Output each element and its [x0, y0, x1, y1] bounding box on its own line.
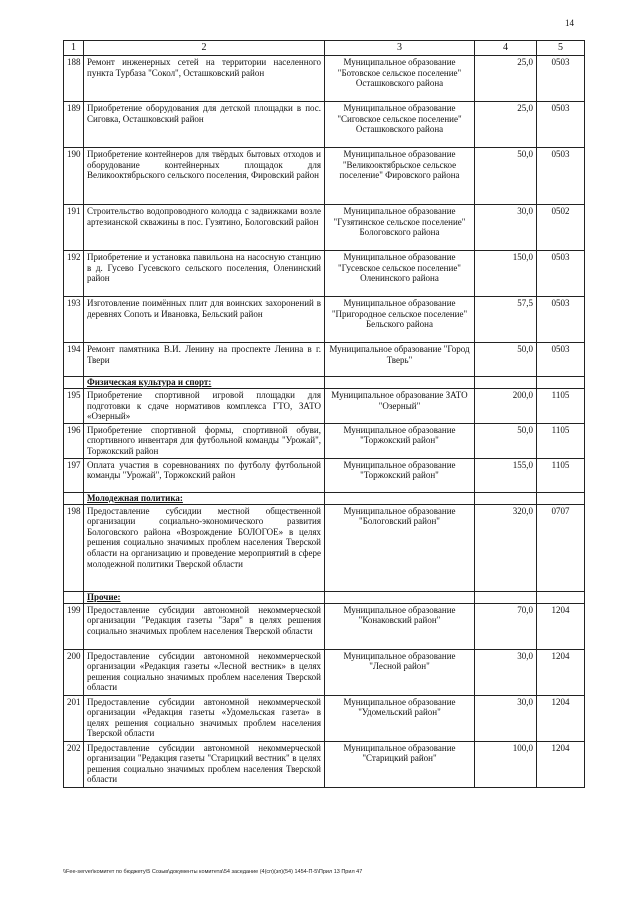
row-description: Предоставление субсидии автономной некоммерческой организации «Редакция газеты «Лесной вестник» в целях решения социально значимых проблем населения Тверской области	[84, 649, 325, 695]
row-organization: Муниципальное образование "Город Тверь"	[325, 343, 475, 377]
table-row	[64, 297, 585, 343]
row-code: 0503	[537, 251, 585, 297]
row-number: 201	[64, 695, 84, 741]
row-code: 0503	[537, 56, 585, 102]
section-empty-cell	[64, 492, 84, 504]
section-empty-cell	[325, 492, 475, 504]
table-row	[64, 458, 585, 492]
row-organization: Муниципальное образование "Ботовское сельское поселение" Осташковского района	[325, 56, 475, 102]
row-organization: Муниципальное образование "Гузятинское сельское поселение" Бологовского района	[325, 205, 475, 251]
section-empty-cell	[64, 377, 84, 389]
table-row	[64, 56, 585, 102]
row-organization: Муниципальное образование "Удомельский район"	[325, 695, 475, 741]
section-row	[64, 492, 585, 504]
row-amount: 70,0	[475, 603, 537, 649]
row-number: 188	[64, 56, 84, 102]
row-organization: Муниципальное образование "Конаковский район"	[325, 603, 475, 649]
header-cell: 4	[475, 41, 537, 56]
row-amount: 30,0	[475, 205, 537, 251]
row-amount: 25,0	[475, 56, 537, 102]
row-code: 1204	[537, 741, 585, 787]
table-row	[64, 102, 585, 148]
section-empty-cell	[537, 591, 585, 603]
row-code: 0503	[537, 102, 585, 148]
table-row	[64, 389, 585, 424]
row-amount: 155,0	[475, 458, 537, 492]
row-description: Предоставление субсидии автономной некоммерческой организации «Редакция газеты «Удомельская газета» в целях решения социально значимых проблем населения Тверской области	[84, 695, 325, 741]
row-description: Предоставление субсидии автономной некоммерческой организации "Редакция газеты "Заря" в целях решения социально значимых проблем населения Тверской области	[84, 603, 325, 649]
row-amount: 30,0	[475, 649, 537, 695]
row-number: 196	[64, 423, 84, 458]
header-cell: 1	[64, 41, 84, 56]
table-row	[64, 504, 585, 591]
row-description: Ремонт инженерных сетей на территории населенного пункта Турбаза "Сокол", Осташковский район	[84, 56, 325, 102]
row-description: Предоставление субсидии местной общественной организации социально-экономического развития Бологовского района «Возрождение БОЛОГОЕ» в целях решения социально значимых проблем населения Тверской области на организацию и проведение мероприятий в сфере молодежной политики Тверской области	[84, 504, 325, 591]
row-number: 198	[64, 504, 84, 591]
row-number: 200	[64, 649, 84, 695]
row-number: 190	[64, 148, 84, 205]
header-cell: 5	[537, 41, 585, 56]
row-description: Приобретение контейнеров для твёрдых бытовых отходов и оборудование контейнерных площадок для Великооктябрьского сельского поселения, Фировский район	[84, 148, 325, 205]
row-code: 0502	[537, 205, 585, 251]
table-row	[64, 649, 585, 695]
row-number: 197	[64, 458, 84, 492]
table-body	[64, 41, 585, 788]
section-row	[64, 377, 585, 389]
row-number: 202	[64, 741, 84, 787]
section-empty-cell	[537, 377, 585, 389]
section-title: Молодежная политика:	[84, 492, 325, 504]
row-amount: 50,0	[475, 343, 537, 377]
table-row	[64, 695, 585, 741]
row-code: 0503	[537, 343, 585, 377]
row-description: Приобретение спортивной формы, спортивной обуви, спортивного инвентаря для футбольной команды "Урожай", Торжокский район	[84, 423, 325, 458]
row-organization: Муниципальное образование "Лесной район"	[325, 649, 475, 695]
row-code: 1204	[537, 649, 585, 695]
section-title: Прочие:	[84, 591, 325, 603]
row-description: Изготовление поимённых плит для воинских захоронений в деревнях Сопоть и Ивановка, Бельский район	[84, 297, 325, 343]
row-code: 0503	[537, 297, 585, 343]
row-number: 195	[64, 389, 84, 424]
row-amount: 150,0	[475, 251, 537, 297]
row-code: 1204	[537, 695, 585, 741]
section-empty-cell	[325, 591, 475, 603]
row-description: Оплата участия в соревнованиях по футболу футбольной команды "Урожай", Торжокский район	[84, 458, 325, 492]
section-empty-cell	[325, 377, 475, 389]
row-number: 194	[64, 343, 84, 377]
row-organization: Муниципальное образование "Торжокский район"	[325, 458, 475, 492]
table-row	[64, 423, 585, 458]
header-cell: 2	[84, 41, 325, 56]
budget-table	[63, 40, 585, 788]
row-number: 189	[64, 102, 84, 148]
row-number: 191	[64, 205, 84, 251]
row-number: 193	[64, 297, 84, 343]
row-amount: 25,0	[475, 102, 537, 148]
table-row	[64, 251, 585, 297]
section-empty-cell	[537, 492, 585, 504]
table-header-row	[64, 41, 585, 56]
row-code: 0503	[537, 148, 585, 205]
row-organization: Муниципальное образование ЗАТО "Озерный"	[325, 389, 475, 424]
row-amount: 50,0	[475, 423, 537, 458]
section-empty-cell	[475, 591, 537, 603]
row-organization: Муниципальное образование "Старицкий район"	[325, 741, 475, 787]
section-empty-cell	[64, 591, 84, 603]
row-organization: Муниципальное образование "Сиговское сельское поселение" Осташковского района	[325, 102, 475, 148]
row-organization: Муниципальное образование "Торжокский район"	[325, 423, 475, 458]
row-organization: Муниципальное образование "Пригородное сельское поселение" Бельского района	[325, 297, 475, 343]
row-amount: 50,0	[475, 148, 537, 205]
row-amount: 200,0	[475, 389, 537, 424]
row-description: Приобретение и установка павильона на насосную станцию в д. Гусево Гусевского сельского поселения, Оленинский район	[84, 251, 325, 297]
row-code: 1204	[537, 603, 585, 649]
section-empty-cell	[475, 492, 537, 504]
row-code: 1105	[537, 458, 585, 492]
row-description: Строительство водопроводного колодца с задвижками возле артезианской скважины в пос. Гузятино, Бологовский район	[84, 205, 325, 251]
row-amount: 57,5	[475, 297, 537, 343]
row-amount: 100,0	[475, 741, 537, 787]
row-code: 1105	[537, 389, 585, 424]
row-description: Приобретение спортивной игровой площадки для подготовки к сдаче нормативов комплекса ГТО, ЗАТО «Озерный»	[84, 389, 325, 424]
row-amount: 320,0	[475, 504, 537, 591]
row-description: Приобретение оборудования для детской площадки в пос. Сиговка, Осташковский район	[84, 102, 325, 148]
table-row	[64, 205, 585, 251]
table-row	[64, 603, 585, 649]
table-row	[64, 148, 585, 205]
row-organization: Муниципальное образование "Гусевское сельское поселение" Оленинского района	[325, 251, 475, 297]
row-amount: 30,0	[475, 695, 537, 741]
row-code: 1105	[537, 423, 585, 458]
row-number: 192	[64, 251, 84, 297]
row-number: 199	[64, 603, 84, 649]
row-description: Предоставление субсидии автономной некоммерческой организации "Редакция газеты "Старицкий вестник" в целях решения социально значимых проблем населения Тверской области	[84, 741, 325, 787]
section-row	[64, 591, 585, 603]
section-empty-cell	[475, 377, 537, 389]
section-title: Физическая культура и спорт:	[84, 377, 325, 389]
row-description: Ремонт памятника В.И. Ленину на проспекте Ленина в г. Твери	[84, 343, 325, 377]
row-organization: Муниципальное образование "Великооктябрьское сельское поселение" Фировского района	[325, 148, 475, 205]
table-row	[64, 343, 585, 377]
header-cell: 3	[325, 41, 475, 56]
row-organization: Муниципальное образование "Бологовский район"	[325, 504, 475, 591]
file-path-footer: \\Fee-server\комитет по бюджету\5 Созыв\документы комитета\54 заседание (4(сп)(зп)(54) 1454-П-5\Прил 13 Прил 47	[63, 869, 363, 875]
page-number: 14	[565, 18, 574, 28]
table-row	[64, 741, 585, 787]
row-code: 0707	[537, 504, 585, 591]
